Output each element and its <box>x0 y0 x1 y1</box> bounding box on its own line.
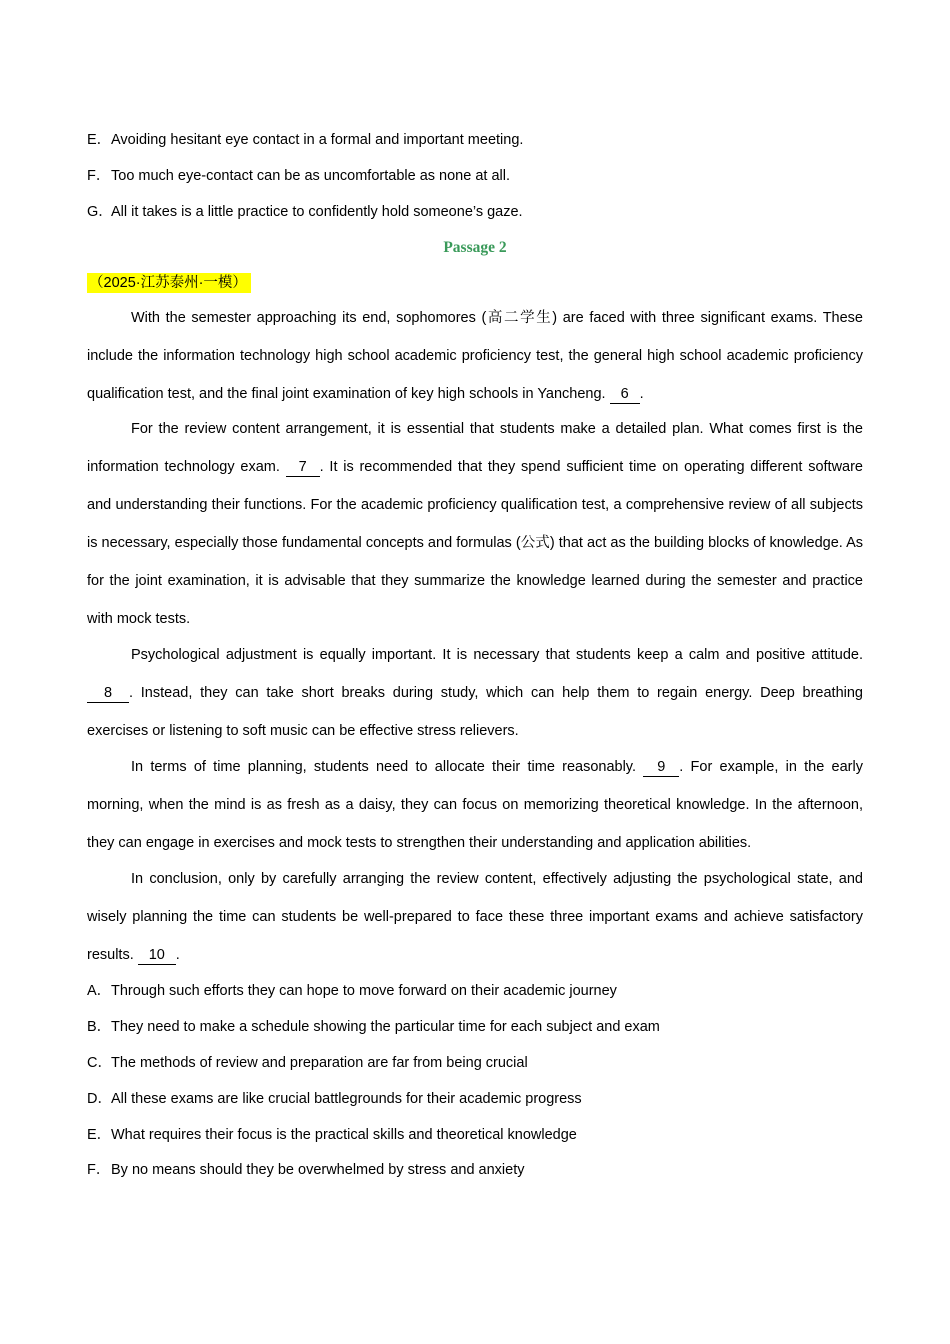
option-letter: F． <box>87 1162 111 1178</box>
paragraph-2 <box>87 410 863 638</box>
paragraph-text: . Instead, they can take short breaks during study, which can help them to regain energy. Deep breathing exercises or listening to soft music can be effective stress relievers. <box>87 685 863 739</box>
paragraph-3 <box>87 636 863 750</box>
paragraph-text: In conclusion, only by carefully arranging the review content, effectively adjusting the psychological state, and wisely planning the time can students be well-prepared to face these three important exams and achieve satisfactory results. <box>87 871 863 963</box>
blank-6: 6 <box>610 385 640 404</box>
option-c <box>87 1053 528 1073</box>
option-text: What requires their focus is the practical skills and theoretical knowledge <box>111 1127 577 1143</box>
paragraph-text: . <box>639 386 644 402</box>
option-f <box>87 1160 524 1180</box>
source-label: （2025·江苏泰州·一模） <box>87 273 251 293</box>
option-letter: B． <box>87 1019 112 1035</box>
option-text: All it takes is a little practice to confidently hold someone’s gaze. <box>111 204 523 220</box>
paragraph-5 <box>87 860 863 974</box>
option-text: Avoiding hesitant eye contact in a formal and important meeting. <box>111 132 524 148</box>
option-text: The methods of review and preparation are far from being crucial <box>111 1055 528 1071</box>
option-g-prev <box>87 202 523 222</box>
paragraph-text: In terms of time planning, students need to allocate their time reasonably. <box>131 759 644 775</box>
paragraph-text: . For example, in the early morning, when the mind is as fresh as a daisy, they can focus on memorizing theoretical knowledge. In the afternoon, they can engage in exercises and mock tests to strengthen their understanding and application abilities. <box>87 759 863 851</box>
option-e-prev <box>87 130 523 150</box>
option-letter: E． <box>87 1127 112 1143</box>
option-text: All these exams are like crucial battlegrounds for their academic progress <box>111 1091 582 1107</box>
option-letter: F． <box>87 168 111 184</box>
paragraph-text: . It is recommended that they spend sufficient time on operating different software and understanding their functions. For the academic proficiency qualification test, a comprehensive review of all subjects is necessary, especially those fundamental concepts and formulas (公式) that act as the building blocks of knowledge. As for the joint examination, it is advisable that they summarize the knowledge learned during the semester and practice with mock tests. <box>87 459 863 627</box>
option-text: Through such efforts they can hope to move forward on their academic journey <box>111 983 617 999</box>
option-e <box>87 1125 577 1145</box>
paragraph-1 <box>87 299 863 413</box>
option-f-prev <box>87 166 510 186</box>
paragraph-text: . <box>175 947 180 963</box>
paragraph-text: Psychological adjustment is equally important. It is necessary that students keep a calm and positive attitude. <box>131 647 863 663</box>
blank-10: 10 <box>138 946 176 965</box>
paragraph-text: For the review content arrangement, it is essential that students make a detailed plan. What comes first is the information technology exam. <box>87 421 863 475</box>
option-text: Too much eye-contact can be as uncomfortable as none at all. <box>111 168 510 184</box>
option-text: They need to make a schedule showing the particular time for each subject and exam <box>111 1019 660 1035</box>
paragraph-4 <box>87 748 863 862</box>
option-letter: A． <box>87 983 112 999</box>
option-letter: D． <box>87 1091 112 1107</box>
option-b <box>87 1017 660 1037</box>
option-a <box>87 981 617 1001</box>
blank-7: 7 <box>286 458 320 477</box>
passage-title: Passage 2 <box>443 239 507 256</box>
paragraph-text: With the semester approaching its end, sophomores (高二学生) are faced with three significant exams. These include the information technology high school academic proficiency test, the general high school academic proficiency qualification test, and the final joint examination of key high schools in Yancheng. <box>87 310 863 402</box>
blank-8: 8 <box>87 684 129 703</box>
option-d <box>87 1089 582 1109</box>
option-letter: C． <box>87 1055 112 1071</box>
option-letter: G． <box>87 204 113 220</box>
option-text: By no means should they be overwhelmed by stress and anxiety <box>111 1162 525 1178</box>
option-letter: E． <box>87 132 112 148</box>
blank-9: 9 <box>643 758 679 777</box>
